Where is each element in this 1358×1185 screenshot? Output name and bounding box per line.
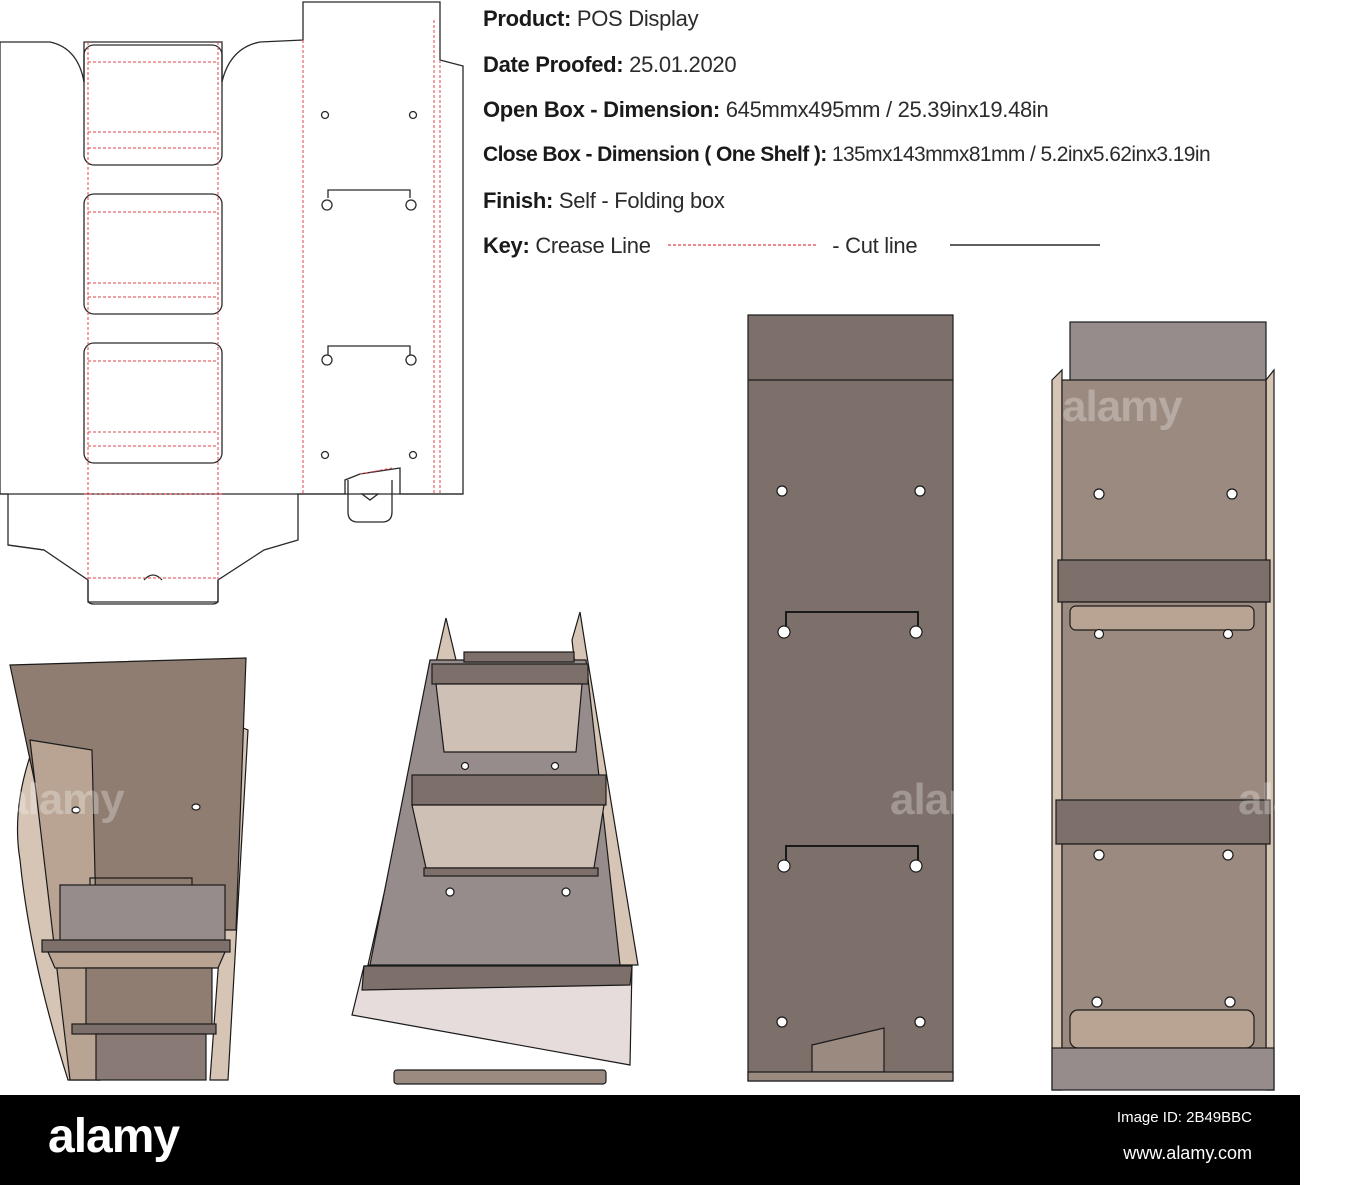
spec-product [483,6,698,32]
stock-footer [0,1095,1300,1185]
stock-url: www.alamy.com [1123,1143,1252,1163]
display-view-angled-center [352,612,638,1084]
spec-open-box-value: 645mmx495mm / 25.39inx19.48in [725,97,1049,122]
crease-lines [84,20,440,580]
display-view-angled-left [10,658,248,1080]
spec-close-box [483,143,1210,167]
spec-key-label: Key: [483,233,530,258]
spec-product-label: Product: [483,6,572,31]
spec-open-box [483,97,1048,123]
spec-finish-label: Finish: [483,188,554,213]
watermark: alamy [4,775,124,824]
spec-finish [483,188,725,214]
crease-line-label: Crease Line [535,233,651,258]
spec-product-value: POS Display [576,6,699,31]
watermark: alamy [890,775,1010,824]
spec-close-box-value: 135mx143mmx81mm / 5.2inx5.62inx3.19in [831,143,1211,166]
spec-close-box-label: Close Box - Dimension ( One Shelf ): [483,143,827,166]
display-view-front [1052,322,1274,1090]
spec-date [483,52,736,78]
spec-open-box-label: Open Box - Dimension: [483,97,720,122]
spec-date-label: Date Proofed: [483,52,624,77]
dieline-template [0,2,463,604]
display-view-back [748,315,953,1081]
watermark: alamy [1062,382,1182,431]
image-id: Image ID: 2B49BBC [1116,1109,1252,1126]
cut-line-label: - Cut line [832,233,918,258]
brand-logo: alamy [48,1110,180,1163]
spec-key [483,233,917,259]
spec-finish-value: Self - Folding box [558,188,725,213]
watermark: alamy [1238,775,1358,824]
spec-date-value: 25.01.2020 [629,52,737,77]
